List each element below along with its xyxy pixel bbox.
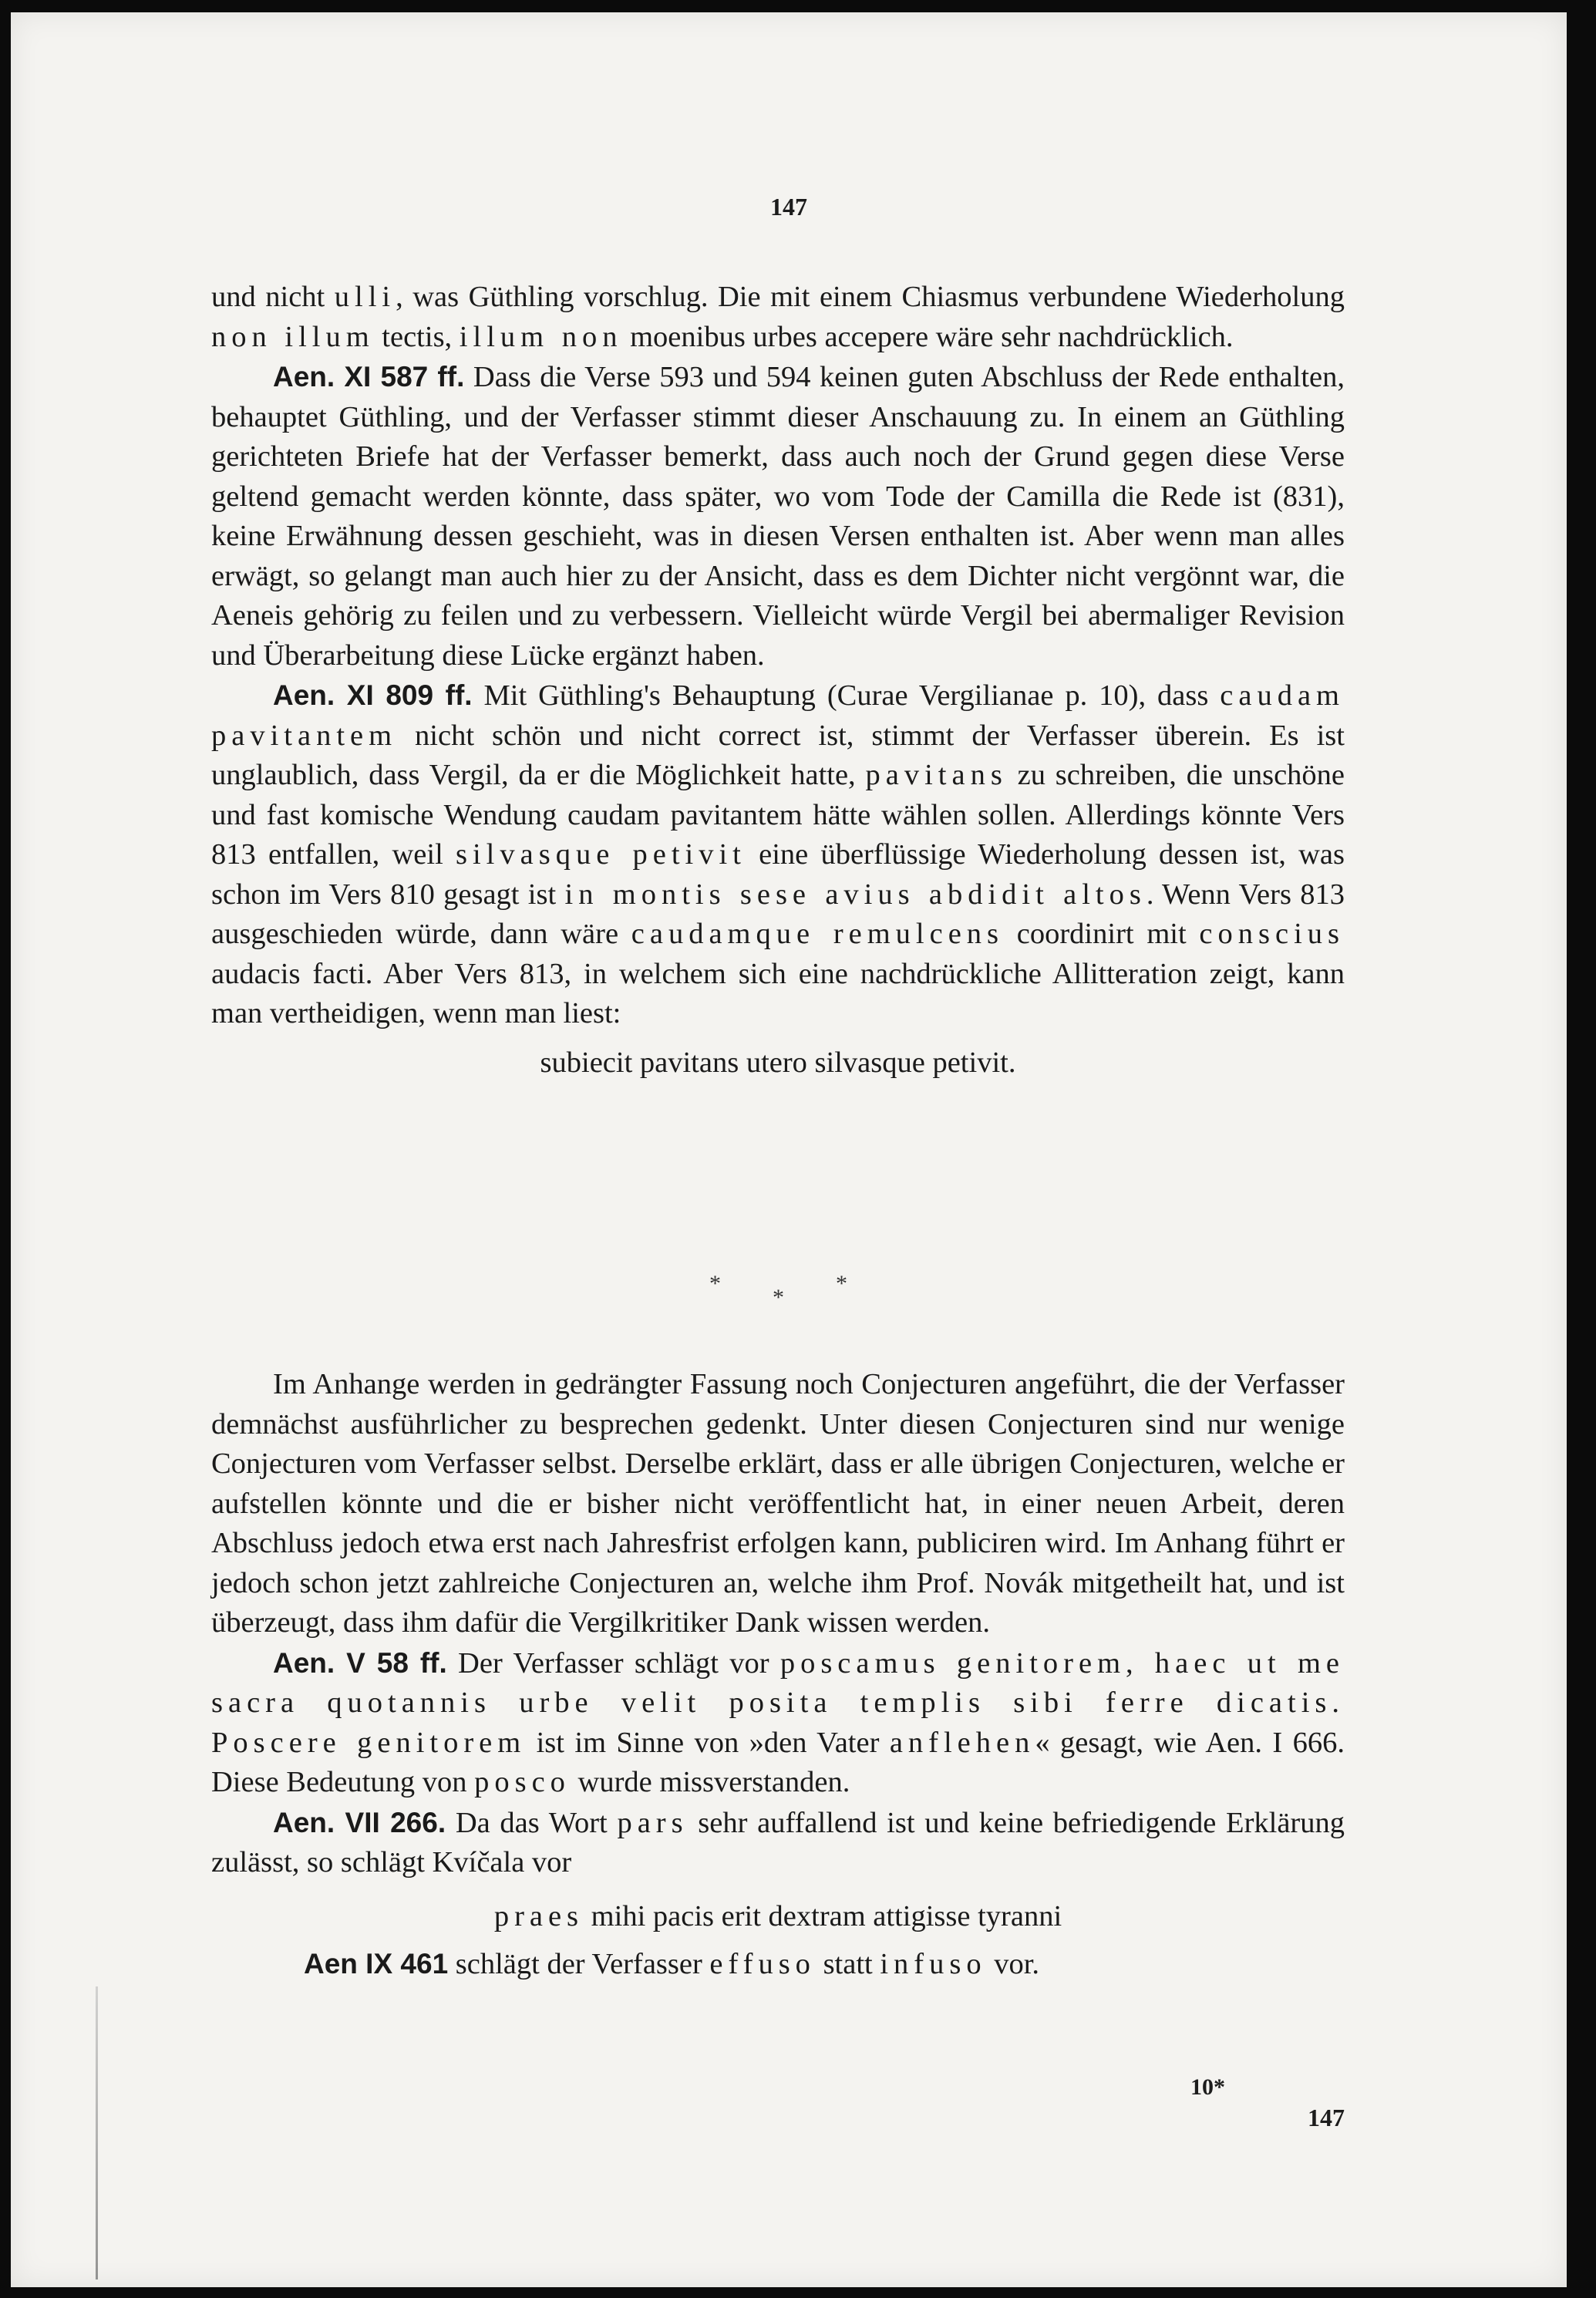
text-run: Da das Wort — [446, 1806, 618, 1839]
spaced-latin: illum non — [459, 320, 623, 353]
spaced-latin: ulli — [334, 281, 396, 313]
paragraph-aen-xi-587 — [211, 357, 1345, 676]
spaced-latin: caudamque remulcens — [631, 918, 1005, 950]
text-run: statt — [815, 1948, 880, 1980]
paragraph-aen-v-58 — [211, 1643, 1345, 1803]
text-run: Dass die Verse 593 und 594 keinen guten Abschluss der Rede enthalten, behauptet Güthling, und der Verfasser stimmt dieser Anschauung zu. In einem an Güthling gerichteten Briefe hat der Verfasser bemerkt, dass auch noch der Grund gegen diese Verse geltend gemacht werden könnte, dass später, wo vom Tode der Camilla die Rede ist (831), keine Erwähnung dessen geschieht, was in diesen Versen enthalten ist. Aber wenn man alles erwägt, so gelangt man auch hier zu der Ansicht, dass es dem Dichter nicht vergönnt war, die Aeneis gehörig zu feilen und zu verbessern. Vielleicht würde Vergil bei abermaliger Revision und Überarbeitung diese Lücke ergänzt haben. — [211, 361, 1345, 672]
document-page — [11, 12, 1567, 2287]
spaced-latin: non illum — [211, 320, 375, 353]
signature-mark: 10* — [1190, 2074, 1225, 2100]
text-run: eine überflüssige Wiederholung dessen ist, was schon im Vers 810 gesagt ist — [211, 838, 1345, 911]
spaced-latin: silvasque petivit — [456, 838, 746, 871]
text-run: zu schreiben, die unschöne und fast komische Wendung caudam pavitantem hätte wählen sollen. Allerdings könnte Vers 813 entfallen, weil — [211, 759, 1345, 871]
verse-reference: Aen. V 58 ff. — [273, 1646, 447, 1679]
main-text-block — [211, 278, 1345, 1083]
text-run: wurde missverstanden. — [570, 1766, 850, 1798]
page-number-top: 147 — [770, 193, 807, 221]
star: * — [709, 1271, 721, 1296]
verse-reference: Aen. VII 266. — [273, 1806, 446, 1838]
spaced-latin: pavitans — [865, 759, 1008, 791]
spaced-latin: pars — [617, 1806, 689, 1839]
spaced-latin: in montis sese avius abdidit altos — [564, 878, 1146, 911]
spaced-latin: praes — [493, 1899, 584, 1932]
text-run: ist im Sinne von »den Vater — [526, 1726, 890, 1759]
paragraph-aen-ix-461 — [211, 1944, 1345, 1985]
star: * — [773, 1285, 784, 1310]
text-run: Der Verfasser schlägt vor — [446, 1646, 780, 1680]
verse-quote-1: subiecit pavitans utero silvasque petivit. — [540, 1046, 1016, 1079]
text-run: audacis facti. Aber Vers 813, in welchem sich eine nachdrückliche Allitteration zeigt, kann man vertheidigen, wenn man liest: — [211, 957, 1345, 1029]
text-run: vor. — [986, 1948, 1040, 1980]
page-number-bottom: 147 — [1308, 2104, 1345, 2131]
text-run: coordinirt mit — [1004, 918, 1200, 950]
text-run: « gesagt, wie Aen. I 666. Diese Bedeutung von — [211, 1726, 1345, 1798]
verse-reference: Aen IX 461 — [304, 1948, 449, 1980]
section-divider-stars — [11, 1271, 1567, 1317]
spaced-latin: conscius — [1199, 918, 1345, 950]
star: * — [836, 1271, 847, 1296]
spaced-latin: infuso — [880, 1948, 987, 1980]
text-run: , was Güthling vorschlug. Die mit einem Chiasmus verbundene Wiederholung — [396, 281, 1345, 313]
spaced-latin: effuso — [709, 1948, 816, 1980]
text-run: moenibus urbes accepere wäre sehr nachdrücklich. — [622, 320, 1234, 353]
text-run: sehr auffallend ist und keine befriedigende Erklärung zulässt, so schlägt Kvíčala vor — [211, 1806, 1345, 1878]
paragraph-continuation — [211, 278, 1345, 357]
text-run: nicht schön und nicht correct ist, stimmt der Verfasser überein. Es ist unglaublich, dass Vergil, da er die Möglichkeit hatte, — [211, 719, 1345, 791]
spaced-latin: caudam pavitantem — [211, 679, 1345, 752]
text-run: mihi pacis erit dextram attigisse tyranni — [584, 1899, 1062, 1932]
verse-quote-2 — [211, 1897, 1345, 1937]
spaced-latin: poscamus genitorem, haec ut me sacra quotannis urbe velit posita templis sibi ferre dicatis. Poscere genitorem — [211, 1646, 1345, 1759]
paragraph-anhang: Im Anhange werden in gedrängter Fassung noch Conjecturen angeführt, die der Verfasser demnächst ausführlicher zu besprechen gedenkt. Unter diesen Conjecturen sind nur wenige Conjecturen vom Verfasser selbst. Derselbe erklärt, dass er alle übrigen Conjecturen, welche er aufstellen könnte und die er bisher nicht veröffentlicht hat, in einer neuen Arbeit, deren Abschluss jedoch etwa erst nach Jahresfrist erfolgen kann, publiciren wird. Im Anhang führt er jedoch schon jetzt zahlreiche Conjecturen an, welche ihm Prof. Novák mitgetheilt hat, und ist überzeugt, dass ihm dafür die Vergilkritiker Dank wissen werden. — [211, 1368, 1345, 1639]
spaced-latin: anflehen — [889, 1726, 1035, 1759]
verse-reference: Aen. XI 587 ff. — [273, 361, 465, 393]
text-run: schlägt der Verfasser — [448, 1948, 710, 1980]
verse-reference: Aen. XI 809 ff. — [273, 679, 473, 711]
appendix-text-block — [211, 1365, 1345, 1985]
text-run: Mit Güthling's Behauptung (Curae Vergilianae p. 10), dass — [472, 679, 1221, 712]
paragraph-aen-vii-266 — [211, 1803, 1345, 1883]
spaced-latin: posco — [474, 1766, 571, 1798]
text-run: und nicht — [211, 281, 335, 313]
paragraph-aen-xi-809 — [211, 676, 1345, 1034]
text-run: . Wenn Vers 813 ausgeschieden würde, dann wäre — [211, 878, 1345, 950]
text-run: tectis, — [374, 320, 460, 353]
binding-gutter-line — [96, 1986, 98, 2279]
